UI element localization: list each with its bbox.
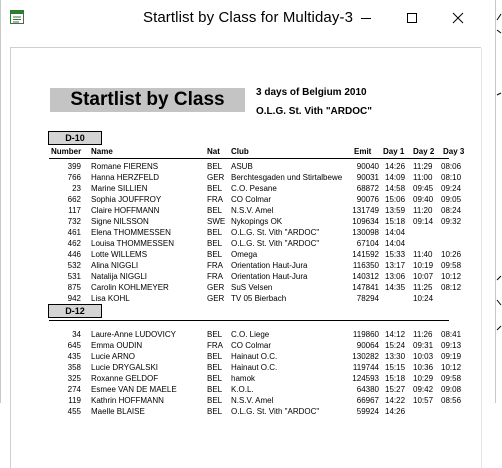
cell-day3: 09:13	[441, 341, 462, 350]
cell-club: Orientation Haut-Jura	[231, 272, 308, 281]
cell-club: SuS Velsen	[231, 283, 273, 292]
column-day2: Day 2	[413, 147, 435, 156]
table-row	[11, 395, 481, 406]
cell-club: O.L.G. St. Vith "ARDOC"	[231, 239, 320, 248]
cell-number: 732	[67, 217, 81, 226]
cell-emit: 90040	[356, 162, 379, 171]
cell-name: Lisa KOHL	[91, 294, 130, 303]
cell-day2: 10:07	[413, 272, 434, 281]
cell-club: CO Colmar	[231, 195, 272, 204]
cell-nat: GER	[207, 173, 225, 182]
cell-number: 435	[67, 352, 81, 361]
cell-nat: FRA	[207, 195, 223, 204]
cell-day2: 10:24	[413, 294, 434, 303]
cell-name: Carolin KOHLMEYER	[91, 283, 169, 292]
cell-day1: 13:17	[385, 261, 406, 270]
cell-club: O.L.G. St. Vith "ARDOC"	[231, 407, 320, 416]
cell-number: 766	[67, 173, 81, 182]
maximize-button[interactable]	[389, 0, 435, 36]
cell-name: Emma OUDIN	[91, 341, 143, 350]
cell-emit: 68872	[356, 184, 379, 193]
cell-day1: 14:26	[385, 162, 406, 171]
cell-name: Laure-Anne LUDOVICY	[91, 330, 176, 339]
cell-nat: BEL	[207, 184, 223, 193]
cell-emit: 131749	[352, 206, 379, 215]
cell-day3: 09:58	[441, 261, 462, 270]
cell-day1: 14:04	[385, 228, 406, 237]
cell-club: ASUB	[231, 162, 253, 171]
table-row	[11, 194, 481, 205]
cell-day1: 13:06	[385, 272, 406, 281]
cell-number: 461	[67, 228, 81, 237]
cell-emit: 147841	[352, 283, 379, 292]
cell-name: Hanna HERZFELD	[91, 173, 160, 182]
cell-day1: 15:33	[385, 250, 406, 259]
cell-number: 358	[67, 363, 81, 372]
cell-emit: 116350	[352, 261, 379, 270]
cell-day3: 09:24	[441, 184, 462, 193]
cell-day1: 14:09	[385, 173, 406, 182]
cell-number: 119	[68, 396, 81, 405]
close-button[interactable]	[435, 0, 481, 36]
cell-nat: BEL	[207, 352, 223, 361]
cell-emit: 124593	[352, 374, 379, 383]
cell-day3: 10:12	[441, 272, 462, 281]
table-row	[11, 329, 481, 340]
cell-day2: 09:14	[413, 217, 434, 226]
cell-day3: 08:24	[441, 206, 462, 215]
cell-day3: 09:08	[441, 385, 462, 394]
cell-emit: 130098	[352, 228, 379, 237]
cell-name: Kathrin HOFFMANN	[91, 396, 164, 405]
cell-day2: 11:29	[413, 162, 433, 171]
cell-club: CO Colmar	[231, 341, 272, 350]
cell-day2: 11:20	[413, 206, 433, 215]
minimize-button[interactable]	[343, 0, 389, 36]
maximize-icon	[406, 12, 418, 24]
cell-emit: 119744	[352, 363, 379, 372]
cell-emit: 90031	[356, 173, 379, 182]
cell-name: Alina NIGGLI	[91, 261, 139, 270]
cell-number: 662	[67, 195, 81, 204]
table-row	[11, 172, 481, 183]
cell-day3: 10:12	[441, 363, 462, 372]
cell-nat: GER	[207, 294, 225, 303]
cell-day3: 09:58	[441, 374, 462, 383]
minimize-icon	[360, 12, 372, 24]
header-underline	[49, 158, 449, 159]
cell-emit: 90076	[356, 195, 379, 204]
cell-name: Natalija NIGGLI	[91, 272, 148, 281]
class-header-d12: D-12	[48, 304, 102, 318]
column-headers	[11, 146, 481, 157]
cell-day3: 10:26	[441, 250, 462, 259]
cell-club: Hainaut O.C.	[231, 363, 278, 372]
cell-day3: 09:19	[441, 352, 462, 361]
cell-day1: 15:06	[385, 195, 406, 204]
table-row	[11, 384, 481, 395]
cell-day2: 10:36	[413, 363, 434, 372]
cell-club: Orientation Haut-Jura	[231, 261, 308, 270]
cell-day3: 08:12	[441, 283, 462, 292]
cell-name: Signe NILSSON	[91, 217, 149, 226]
cell-number: 455	[67, 407, 81, 416]
cell-nat: FRA	[207, 261, 223, 270]
cell-name: Lotte WILLEMS	[91, 250, 148, 259]
cell-day3: 08:56	[441, 396, 462, 405]
cell-day2: 10:57	[413, 396, 434, 405]
report-preview-area[interactable]	[2, 36, 495, 416]
cell-day1: 15:24	[385, 341, 406, 350]
title-bar[interactable]	[1, 0, 495, 36]
cell-day1: 14:26	[385, 407, 406, 416]
cell-club: C.O. Liege	[231, 330, 270, 339]
cell-nat: BEL	[207, 162, 223, 171]
table-row	[11, 238, 481, 249]
header-underline	[49, 320, 449, 321]
cell-nat: BEL	[207, 396, 223, 405]
cell-emit: 119860	[352, 330, 379, 339]
table-row	[11, 249, 481, 260]
cell-nat: BEL	[207, 374, 223, 383]
cell-number: 34	[72, 330, 81, 339]
cell-day1: 14:12	[385, 330, 406, 339]
cell-name: Esmee VAN DE MAELE	[91, 385, 177, 394]
cell-emit: 109634	[352, 217, 379, 226]
cell-day2: 09:45	[413, 184, 434, 193]
column-day3: Day 3	[443, 147, 465, 156]
cell-number: 875	[67, 283, 81, 292]
cell-club: O.L.G. St. Vith "ARDOC"	[231, 228, 320, 237]
cell-emit: 64380	[356, 385, 379, 394]
cell-name: Maelle BLAISE	[91, 407, 145, 416]
cell-name: Sophia JOUFFROY	[91, 195, 162, 204]
cell-day3: 08:06	[441, 162, 462, 171]
cell-club: N.S.V. Amel	[231, 206, 274, 215]
cell-club: K.O.L.	[231, 385, 254, 394]
cell-emit: 90064	[356, 341, 379, 350]
column-nat: Nat	[207, 147, 220, 156]
cell-day3: 08:10	[441, 173, 462, 182]
event-name: 3 days of Belgium 2010	[256, 87, 367, 98]
cell-day1: 13:59	[385, 206, 406, 215]
table-row	[11, 351, 481, 362]
cell-club: Hainaut O.C.	[231, 352, 278, 361]
table-row	[11, 293, 481, 304]
cell-club: TV 05 Bierbach	[231, 294, 287, 303]
table-row	[11, 271, 481, 282]
column-day1: Day 1	[383, 147, 405, 156]
table-row	[11, 161, 481, 172]
cell-name: Louisa THOMMESSEN	[91, 239, 174, 248]
cell-number: 531	[67, 272, 81, 281]
cell-day2: 09:42	[413, 385, 434, 394]
table-row	[11, 205, 481, 216]
table-row	[11, 282, 481, 293]
cell-name: Elena THOMMESSEN	[91, 228, 171, 237]
cell-day1: 13:30	[385, 352, 406, 361]
cell-number: 446	[67, 250, 81, 259]
table-row	[11, 362, 481, 373]
cell-nat: BEL	[207, 330, 223, 339]
window-title: Startlist by Class for Multiday-3	[142, 9, 354, 26]
cell-name: Claire HOFFMANN	[91, 206, 160, 215]
cell-name: Lucie DRYGALSKI	[91, 363, 158, 372]
cell-number: 274	[67, 385, 81, 394]
cell-day3: 08:41	[441, 330, 462, 339]
cell-nat: FRA	[207, 341, 223, 350]
cell-nat: FRA	[207, 272, 223, 281]
cell-emit: 66967	[356, 396, 379, 405]
cell-nat: BEL	[207, 363, 223, 372]
cell-day1: 15:18	[385, 374, 406, 383]
cell-nat: BEL	[207, 206, 223, 215]
cell-nat: BEL	[207, 239, 223, 248]
cell-number: 399	[67, 162, 81, 171]
cell-number: 23	[72, 184, 81, 193]
cell-nat: BEL	[207, 407, 223, 416]
cell-emit: 141592	[352, 250, 379, 259]
cell-club: Nykopings OK	[231, 217, 283, 226]
cell-day2: 10:03	[413, 352, 434, 361]
column-number: Number	[51, 147, 82, 156]
cell-club: N.S.V. Amel	[231, 396, 274, 405]
cell-nat: BEL	[207, 385, 223, 394]
cell-number: 645	[67, 341, 81, 350]
cell-name: Romane FIERENS	[91, 162, 159, 171]
cell-day1: 14:35	[385, 283, 406, 292]
table-row	[11, 373, 481, 384]
column-name: Name	[91, 147, 113, 156]
report-title: Startlist by Class	[50, 88, 245, 112]
cell-nat: GER	[207, 283, 225, 292]
table-row	[11, 227, 481, 238]
organizer-name: O.L.G. St. Vith "ARDOC"	[256, 106, 372, 117]
cell-nat: SWE	[207, 217, 226, 226]
cell-day1: 15:27	[385, 385, 406, 394]
table-row	[11, 340, 481, 351]
cell-name: Lucie ARNO	[91, 352, 136, 361]
cell-day2: 11:40	[413, 250, 433, 259]
cell-number: 325	[67, 374, 81, 383]
cell-emit: 78294	[356, 294, 379, 303]
close-icon	[452, 12, 464, 24]
cell-day2: 11:26	[413, 330, 433, 339]
table-row	[11, 216, 481, 227]
cell-nat: BEL	[207, 250, 223, 259]
cell-number: 942	[67, 294, 81, 303]
table-row	[11, 406, 481, 417]
cell-number: 532	[67, 261, 81, 270]
cell-day2: 09:31	[413, 341, 434, 350]
cell-emit: 130282	[352, 352, 379, 361]
cell-day2: 10:19	[413, 261, 434, 270]
cell-day1: 15:15	[385, 363, 406, 372]
cell-club: C.O. Pesane	[231, 184, 277, 193]
column-club: Club	[231, 147, 249, 156]
cell-name: Marine SILLIEN	[91, 184, 148, 193]
cell-day1: 15:18	[385, 217, 406, 226]
cell-nat: BEL	[207, 228, 223, 237]
cell-day1: 14:22	[385, 396, 406, 405]
cell-emit: 140312	[352, 272, 379, 281]
cell-day2: 09:40	[413, 195, 434, 204]
cell-day1: 14:04	[385, 239, 406, 248]
report-page	[10, 47, 481, 468]
class-header-d10: D-10	[48, 131, 102, 145]
table-row	[11, 260, 481, 271]
cell-name: Roxanne GELDOF	[91, 374, 159, 383]
column-emit: Emit	[354, 147, 372, 156]
cell-day2: 11:00	[413, 173, 433, 182]
table-row	[11, 183, 481, 194]
cell-club: Omega	[231, 250, 258, 259]
cell-number: 462	[67, 239, 81, 248]
cell-club: Berchtesgaden und Stirtalbewe	[231, 173, 343, 182]
cell-number: 117	[68, 206, 81, 215]
cell-day2: 10:29	[413, 374, 434, 383]
cell-emit: 59924	[356, 407, 379, 416]
cell-day3: 09:05	[441, 195, 462, 204]
cell-day1: 14:58	[385, 184, 406, 193]
cell-emit: 67104	[356, 239, 379, 248]
cell-day3: 09:32	[441, 217, 462, 226]
cell-day2: 11:25	[413, 283, 433, 292]
cell-club: hamok	[231, 374, 256, 383]
